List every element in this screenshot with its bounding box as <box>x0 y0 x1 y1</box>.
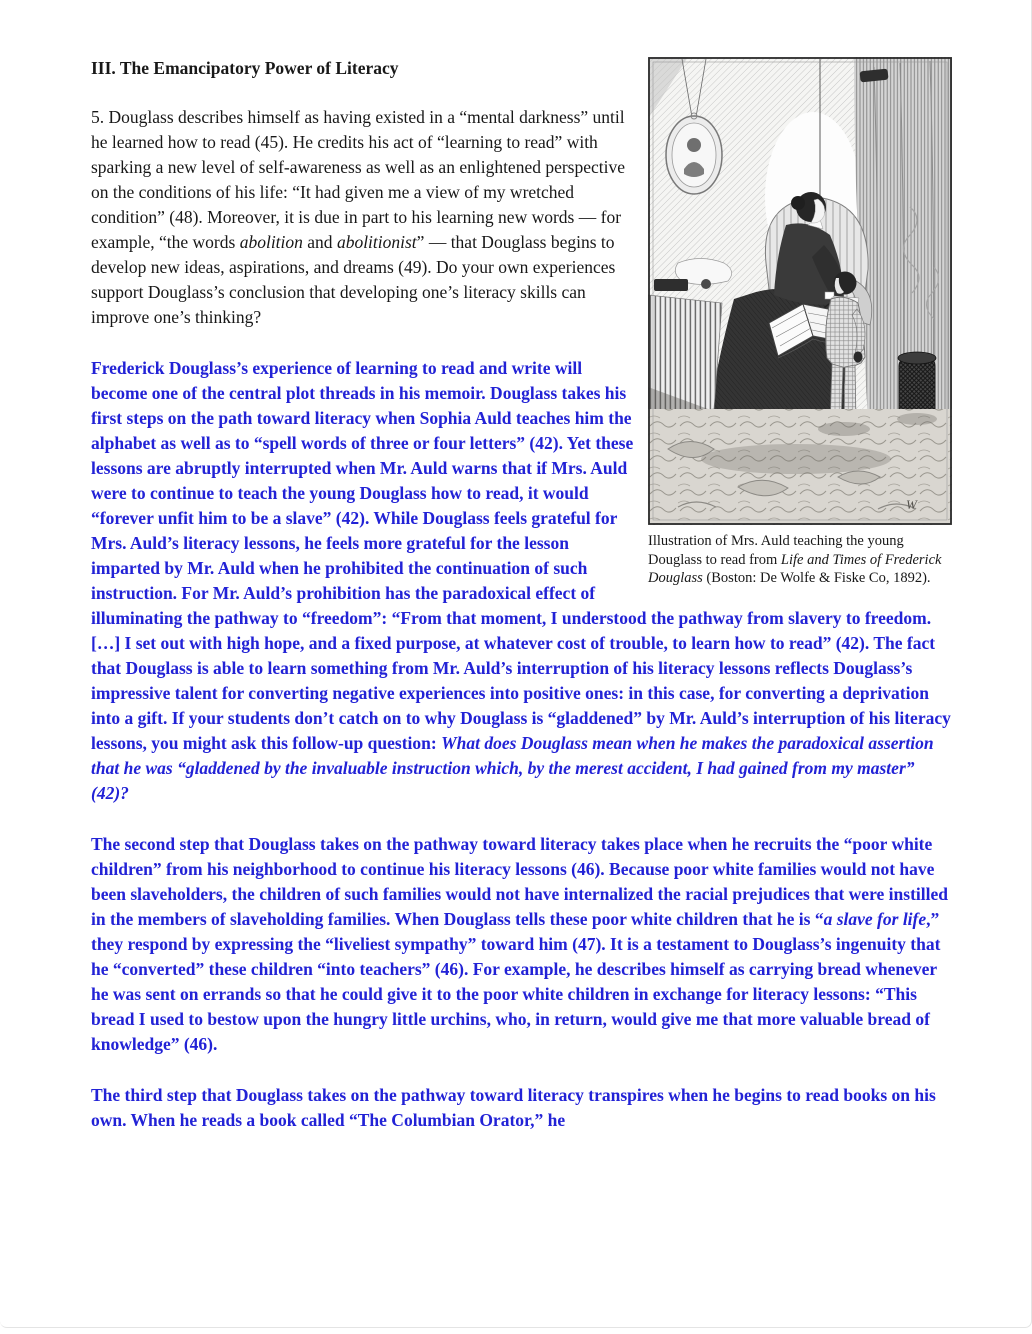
question-paragraph: 5. Douglass describes himself as having existed in a “mental darkness” until he learned how to read (45). He credits his act of “learning to read” with sparking a new level of self-awareness as well as an enlightened perspective on the conditions of his life: “It had given me a view of my wretched condition” (48). Moreover, it is due in part to his learning new words — for example, “the words abolition and abolitionist” — that Douglass begins to develop new ideas, aspirations, and dreams (49). Do your own experiences support Douglass’s conclusion that developing one’s literacy skills can improve one’s thinking? <box>91 107 626 327</box>
section-heading: III. The Emancipatory Power of Literacy <box>91 58 399 78</box>
answer-paragraph-3: The third step that Douglass takes on the pathway toward literacy transpires when he begins to read books on his own. When he reads a book called “The Columbian Orator,” he <box>91 1085 936 1130</box>
answer-paragraph-2: The second step that Douglass takes on the pathway toward literacy takes place when he recruits the “poor white children” from his neighborhood to continue his literacy lessons (46). Because poor white families would not have been slaveholders, the children of such families would not have internalized the racial prejudices that were instilled in the members of slaveholding families. When Douglass tells these poor white children that he is “a slave for life,” they respond by expressing the “liveliest sympathy” toward him (47). It is a testament to Douglass’s ingenuity that he “converted” these children “into teachers” (46). For example, he describes himself as carrying bread whenever he was sent on errands so that he could give it to the poor white children in exchange for literacy lessons: “This bread I used to bestow upon the hungry little urchins, who, in return, would give me that more valuable bread of knowledge” (46). <box>91 834 948 1054</box>
artist-monogram: W <box>906 497 917 512</box>
engraving-image <box>648 57 952 525</box>
answer-paragraph-1: Frederick Douglass’s experience of learning to read and write will become one of the central plot threads in his memoir. Douglass takes his first steps on the path toward literacy when Sophia Auld teaches him the alphabet as well as to “spell words of three or four letters” (42). Yet these lessons are abruptly interrupted when Mr. Auld warns that if Mrs. Auld were to continue to teach the young Douglass how to read, it would “forever unfit him to be a slave” (42). While Douglass feels grateful for Mrs. Auld’s literacy lessons, he feels more grateful for the lesson imparted by Mr. Auld when he prohibited the continuation of such instruction. For Mr. Auld’s prohibition has the paradoxical effect of illuminating the pathway to “freedom”: “From that moment, I understood the pathway from slavery to freedom. […] I set out with high hope, and a fixed purpose, at whatever cost of trouble, to learn how to read” (42). The fact that Douglass is able to learn something from Mr. Auld’s interruption of his literacy lessons reflects Douglass’s impressive talent for converting negative experiences into positive ones: in this case, for converting a deprivation into a gift. If your students don’t catch on to why Douglass is “gladdened” by Mr. Auld’s interruption of his literacy lessons, you might ask this follow-up question: What does Douglass mean when he makes the paradoxical assertion that he was “gladdened by the invaluable instruction which, by the merest accident, I had gained from my master” (42)? <box>91 358 951 803</box>
figure-illustration <box>648 57 952 588</box>
figure-caption: Illustration of Mrs. Auld teaching the young Douglass to read from Life and Times of Frederick Douglass (Boston: De Wolfe & Fiske Co, 1892). <box>648 533 942 586</box>
